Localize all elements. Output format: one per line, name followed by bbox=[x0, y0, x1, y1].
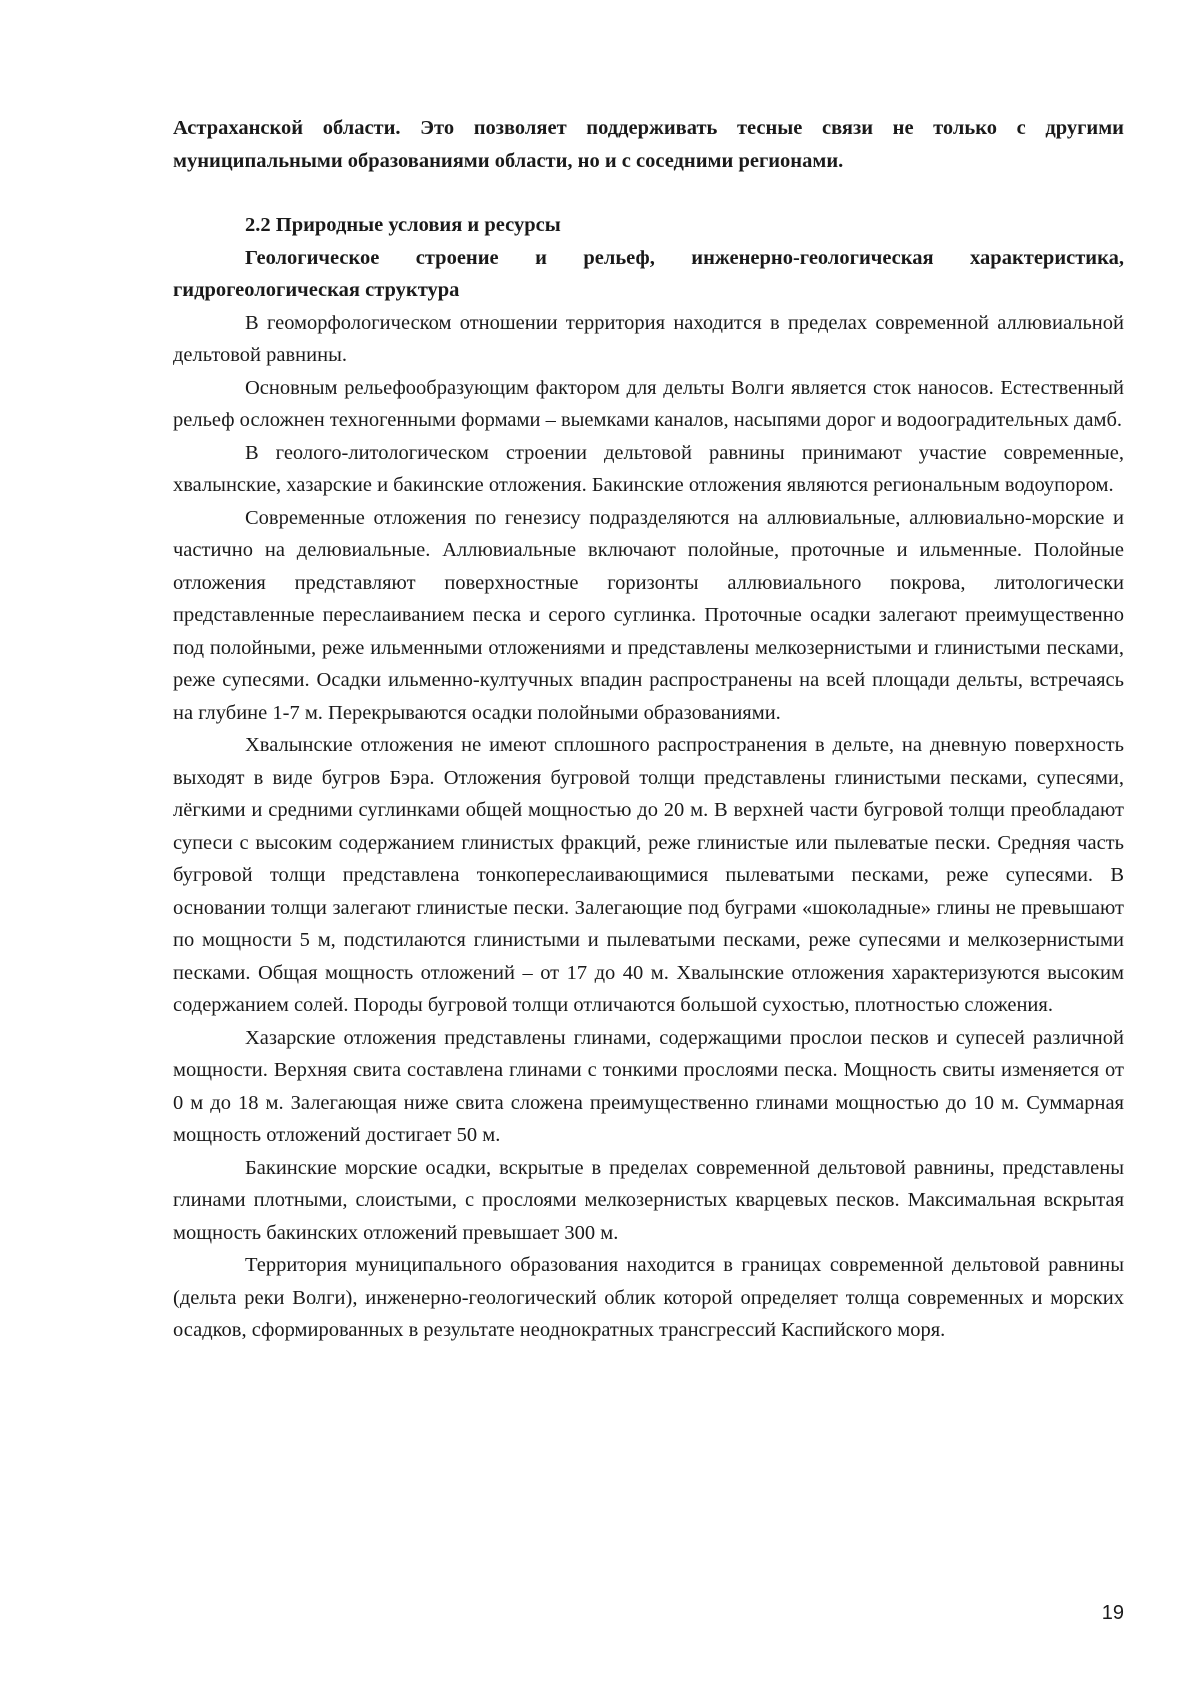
blank-line bbox=[173, 177, 1124, 209]
subsection-heading: Геологическое строение и рельеф, инженерно-геологическая характеристика, гидрогеологическая структура bbox=[173, 246, 1124, 301]
page-number: 19 bbox=[1101, 1602, 1124, 1624]
body-paragraph: В геоморфологическом отношении территория находится в пределах современной аллювиальной дельтовой равнины. bbox=[173, 311, 1124, 366]
page-content bbox=[173, 112, 1124, 1347]
body-paragraph: Хвалынские отложения не имеют сплошного распространения в дельте, на дневную поверхность выходят в виде бугров Бэра. Отложения бугровой толщи представлены глинистыми песками, супесями, лёгкими и средними суглинками общей мощностью до 20 м. В верхней части бугровой толщи преобладают супеси с высоким содержанием глинистых фракций, реже глинистые или пылеватые пески. Средняя часть бугровой толщи представлена тонкопереслаивающимися пылеватыми песками, реже супесями. В основании толщи залегают глинистые пески. Залегающие под буграми «шоколадные» глины не превышают по мощности 5 м, подстилаются глинистыми и пылеватыми песками, реже супесями и мелкозернистыми песками. Общая мощность отложений – от 17 до 40 м. Хвалынские отложения характеризуются высоким содержанием солей. Породы бугровой толщи отличаются большой сухостью, плотностью сложения. bbox=[173, 734, 1124, 1016]
body-paragraph: Основным рельефообразующим фактором для дельты Волги является сток наносов. Естественный рельеф осложнен техногенными формами – выемками каналов, насыпями дорог и водооградительных дамб. bbox=[173, 376, 1124, 431]
body-paragraph: Хазарские отложения представлены глинами, содержащими прослои песков и супесей различной мощности. Верхняя свита составлена глинами с тонкими прослоями песка. Мощность свиты изменяется от 0 м до 18 м. Залегающая ниже свита сложена преимущественно глинами мощностью до 10 м. Суммарная мощность отложений достигает 50 м. bbox=[173, 1026, 1124, 1146]
body-paragraph: Современные отложения по генезису подразделяются на аллювиальные, аллювиально-морские и частично на делювиальные. Аллювиальные включают полойные, проточные и ильменные. Полойные отложения представляют поверхностные горизонты аллювиального покрова, литологически представленные переслаиванием песка и серого суглинка. Проточные осадки залегают преимущественно под полойными, реже ильменными отложениями и представлены мелкозернистыми и глинистыми песками, реже супесями. Осадки ильменно-култучных впадин распространены на всей площади дельты, встречаясь на глубине 1-7 м. Перекрываются осадки полойными образованиями. bbox=[173, 506, 1124, 724]
body-paragraph: Бакинские морские осадки, вскрытые в пределах современной дельтовой равнины, представлены глинами плотными, слоистыми, с прослоями мелкозернистых кварцевых песков. Максимальная вскрытая мощность бакинских отложений превышает 300 м. bbox=[173, 1156, 1124, 1244]
lead-paragraph: Астраханской области. Это позволяет поддерживать тесные связи не только с другими муниципальными образованиями области, но и с соседними регионами. bbox=[173, 117, 1124, 172]
body-paragraph: Территория муниципального образования находится в границах современной дельтовой равнины (дельта реки Волги), инженерно-геологический облик которой определяет толща современных и морских осадков, сформированных в результате неоднократных трансгрессий Каспийского моря. bbox=[173, 1254, 1124, 1341]
section-heading: 2.2 Природные условия и ресурсы bbox=[245, 214, 561, 236]
body-paragraph: В геолого-литологическом строении дельтовой равнины принимают участие современные, хвалынские, хазарские и бакинские отложения. Бакинские отложения являются региональным водоупором. bbox=[173, 441, 1124, 496]
